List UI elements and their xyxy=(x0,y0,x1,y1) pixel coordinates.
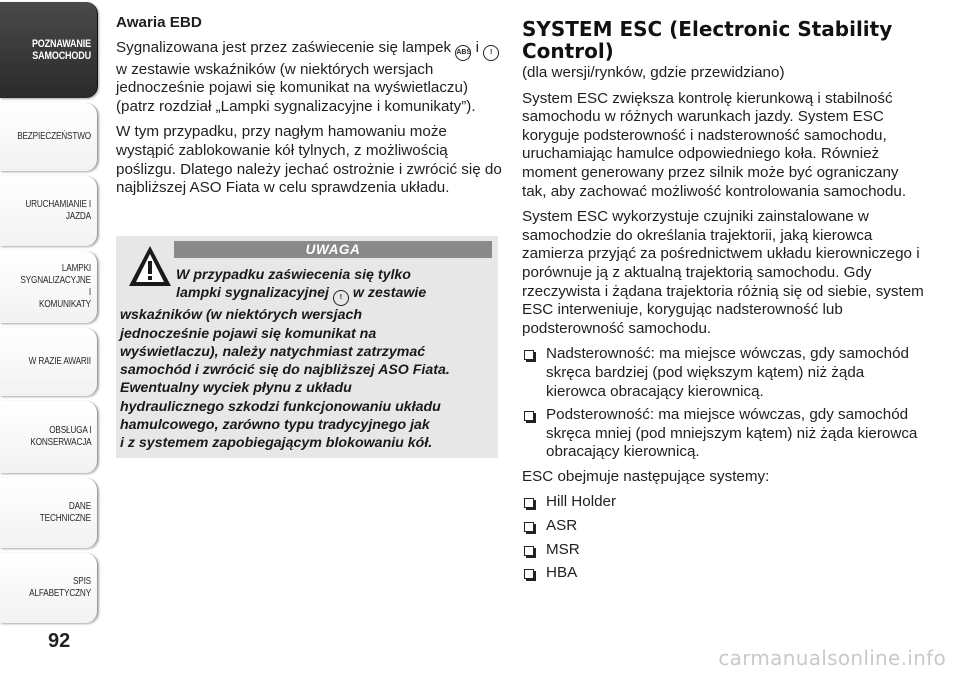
chapter-sidebar xyxy=(0,0,100,678)
tab-label: OBSŁUGA I KONSERWACJA xyxy=(29,425,91,448)
left-column xyxy=(116,14,502,205)
page-number: 92 xyxy=(48,630,71,652)
tab-label: LAMPKI SYGNALIZACYJNE I KOMUNIKATY xyxy=(20,263,92,310)
tab-label: DANE TECHNICZNE xyxy=(39,501,91,524)
warning-line: wskaźników (w niektórych wersjach xyxy=(120,307,363,324)
warning-line: Ewentualny wyciek płynu z układu xyxy=(120,380,352,397)
esc-paragraph-1: System ESC zwiększa kontrolę kierunkową i stabilność samochodu w różnych warunkach jazdy. System ESC koryguje podsterowność i nadsterowność samochodu, uruchamiając hamulce odpowiedniego koła. Również moment generowany przez silnik może być ograniczany tak, aby zachować możliwość kontrolowania samochodu. xyxy=(522,89,907,200)
list-item: HBA xyxy=(522,564,926,583)
tab-label: POZNAWANIE SAMOCHODU xyxy=(31,38,91,62)
list-item: ASR xyxy=(522,517,926,536)
list-item: Nadsterowność: ma miejsce wówczas, gdy samochód skręca bardziej (pod większym kątem) niż żąda kierowca obracający kierownicą. xyxy=(522,345,926,401)
text-fragment: i xyxy=(475,38,479,56)
list-item: MSR xyxy=(522,541,926,560)
esc-systems-list xyxy=(522,493,926,582)
warning-text xyxy=(120,266,498,453)
tab-w-razie-awarii[interactable] xyxy=(0,328,98,396)
list-item: Podsterowność: ma miejsce wówczas, gdy samochód skręca mniej (pod mniejszym kątem) niż żąda kierowca obracający kierownicą. xyxy=(522,406,926,462)
section-heading-ebd: Awaria EBD xyxy=(116,14,202,31)
warning-line: lampki sygnalizacyjnej ! w zestawie xyxy=(120,284,498,306)
text-fragment: w zestawie wskaźników (w niektórych wersjach jednocześnie pojawi się komunikat na wyświetlaczu) (patrz rozdział „Lampki sygnalizacyjne i komunikaty”). xyxy=(116,60,476,115)
tab-label: W RAZIE AWARII xyxy=(28,356,91,367)
esc-subtitle: (dla wersji/rynków, gdzie przewidziano) xyxy=(522,64,785,81)
ebd-paragraph-2: W tym przypadku, przy nagłym hamowaniu może wystąpić zablokowanie kół tylnych, z możliwością poślizgu. Dlatego należy jechać ostrożnie i zwrócić się do najbliższej ASO Fiata w celu sprawdzenia układu. xyxy=(116,123,502,197)
esc-paragraph-3: ESC obejmuje następujące systemy: xyxy=(522,467,770,485)
warning-line: i z systemem zapobiegającym blokowaniu kół. xyxy=(120,435,433,452)
tab-label: URUCHAMIANIE I JAZDA xyxy=(25,199,91,222)
list-item: Hill Holder xyxy=(522,493,926,512)
text-fragment: Sygnalizowana jest przez zaświecenie się lampek xyxy=(116,38,452,56)
warning-line: hamulcowego, zarówno typu tradycyjnego jak xyxy=(120,417,430,434)
warning-line: hydraulicznego szkodzi funkcjonowaniu układu xyxy=(120,398,441,415)
tab-spis-alfabetyczny[interactable] xyxy=(0,553,98,623)
warning-line: wyświetlaczu), należy natychmiast zatrzymać xyxy=(120,343,426,360)
section-title-esc: SYSTEM ESC (Electronic Stability Control) xyxy=(522,17,893,63)
tab-bezpieczenstwo[interactable] xyxy=(0,103,98,171)
tab-label: BEZPIECZEŃSTWO xyxy=(17,131,91,142)
watermark: carmanualsonline.info xyxy=(718,646,946,670)
tab-uruchamianie-i-jazda[interactable] xyxy=(0,176,98,246)
warning-line: jednocześnie pojawi się komunikat na xyxy=(120,325,377,342)
tab-label: SPIS ALFABETYCZNY xyxy=(29,576,92,599)
right-column xyxy=(522,14,926,589)
warning-line: samochód i zwrócić się do najbliższej ASO Fiata. xyxy=(120,362,450,379)
warning-title: UWAGA xyxy=(174,241,492,258)
warning-box xyxy=(116,236,498,458)
tab-lampki-sygnalizacyjne[interactable] xyxy=(0,251,98,323)
brake-warning-icon: ! xyxy=(333,290,349,306)
tab-dane-techniczne[interactable] xyxy=(0,478,98,548)
ebd-paragraph-1 xyxy=(116,39,502,117)
abs-warning-icon: ABS xyxy=(455,45,471,61)
tab-obsluga-i-konserwacja[interactable] xyxy=(0,401,98,473)
esc-paragraph-2: System ESC wykorzystuje czujniki zainstalowane w samochodzie do określania trajektorii, jaką kierowca zamierza przyjąć za pośrednictwem układu kierowniczego i porównuje ją z aktualną trajektorią samochodu. Gdy rzeczywista i żądana trajektoria różnią się od siebie, system ESC interweniuje, korygując nadsterowność lub podsterowność samochodu. xyxy=(522,208,924,337)
warning-line: W przypadku zaświecenia się tylko xyxy=(176,267,411,283)
brake-warning-icon: ! xyxy=(483,45,499,61)
steering-bullets xyxy=(522,345,926,462)
tab-poznawanie-samochodu[interactable] xyxy=(0,2,98,98)
